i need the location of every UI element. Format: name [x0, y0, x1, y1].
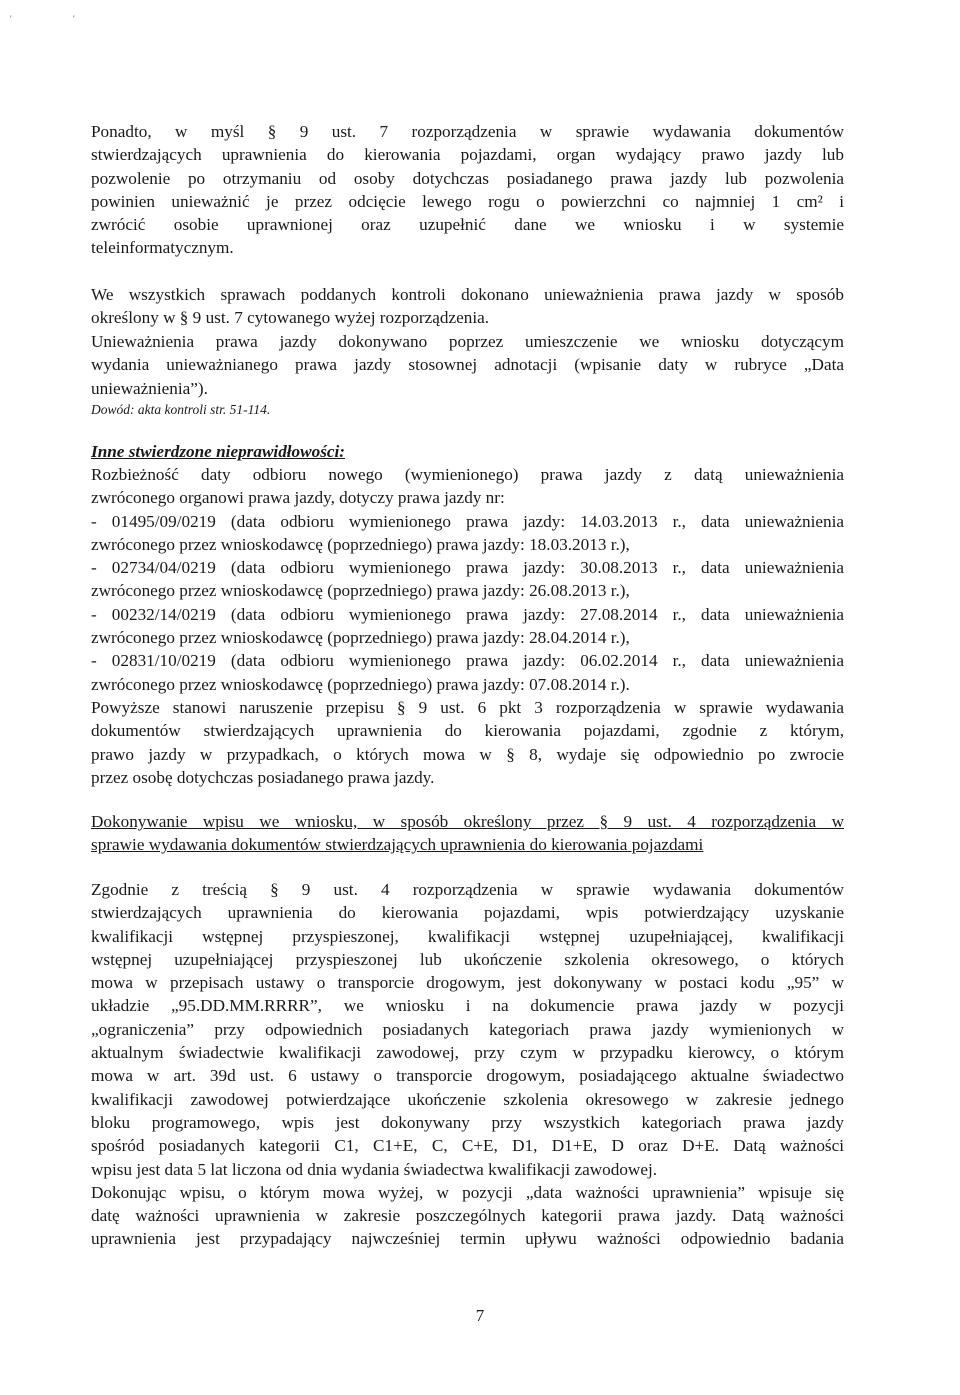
text-line: pozwolenie po otrzymaniu od osoby dotychczas posiadanego prawa jazdy lub pozwolenia: [91, 168, 844, 188]
list-item: - 02831/10/0219 (data odbioru wymienionego prawa jazdy: 06.02.2014 r., data unieważnienia: [91, 651, 844, 671]
paragraph-all-cases: [91, 283, 844, 330]
text-line: dokumentów stwierdzających uprawnienia do kierowania pojazdami, zgodnie z którym,: [91, 721, 844, 741]
text-line: zwróconego przez wnioskodawcę (poprzedniego) prawa jazdy: 07.08.2014 r.).: [91, 674, 630, 694]
section-heading: [91, 810, 844, 857]
text-line: mowa w przepisach ustawy o transporcie drogowym, jest dokonywany w postaci kodu „95” w: [91, 973, 844, 993]
text-line: układzie „95.DD.MM.RRRR”, we wniosku i na dokumencie prawa jazdy w pozycji: [91, 996, 844, 1016]
paragraph-code-95: [91, 878, 844, 1251]
text-line: zwróconego przez wnioskodawcę (poprzedniego) prawa jazdy: 18.03.2013 r.),: [91, 534, 630, 554]
text-line: stwierdzających uprawnienia do kierowania pojazdami, wpis potwierdzający uzyskanie: [91, 903, 844, 923]
evidence-note: Dowód: akta kontroli str. 51-114.: [91, 402, 271, 417]
text-line: Zgodnie z treścią § 9 ust. 4 rozporządzenia w sprawie wydawania dokumentów: [91, 880, 844, 899]
text-line: Dokonywanie wpisu we wniosku, w sposób określony przez § 9 ust. 4 rozporządzenia w: [91, 812, 844, 831]
text-line: zwróconego organowi prawa jazdy, dotyczy prawa jazdy nr:: [91, 488, 505, 508]
heading-other-irregularities: Inne stwierdzone nieprawidłowości:: [91, 442, 346, 461]
page-number: 7: [475, 1306, 485, 1325]
text-line: przez osobę dotychczas posiadanego prawa jazdy.: [91, 767, 435, 787]
text-line: Rozbieżność daty odbioru nowego (wymienionego) prawa jazdy z datą unieważnienia: [91, 465, 844, 484]
text-line: sprawie wydawania dokumentów stwierdzających uprawnienia do kierowania pojazdami: [91, 835, 704, 855]
text-line: prawo jazdy w przypadkach, o których mowa w § 8, wydaje się odpowiednio po zwrocie: [91, 744, 844, 764]
text-line: uprawnienia jest przypadający najwcześniej termin upływu ważności odpowiednio badania: [91, 1229, 844, 1249]
text-line: Dokonując wpisu, o którym mowa wyżej, w pozycji „data ważności uprawnienia” wpisuje się: [91, 1182, 844, 1202]
text-line: określony w § 9 ust. 7 cytowanego wyżej rozporządzenia.: [91, 308, 490, 328]
text-line: powinien unieważnić je przez odcięcie lewego rogu o powierzchni co najmniej 1 cm² i: [91, 191, 844, 211]
scan-mark: ': [10, 14, 12, 24]
text-line: zwrócić osobie uprawnionej oraz uzupełnić dane we wniosku i w systemie: [91, 215, 844, 235]
text-line: stwierdzających uprawnienia do kierowania pojazdami, organ wydający prawo jazdy lub: [91, 145, 844, 165]
text-line: „ograniczenia” przy odpowiednich posiadanych kategoriach prawa jazdy wymienionych w: [91, 1019, 844, 1039]
paragraph-annotation-method: [91, 330, 844, 400]
text-line: zwróconego przez wnioskodawcę (poprzedniego) prawa jazdy: 26.08.2013 r.),: [91, 581, 630, 601]
text-line: We wszystkich sprawach poddanych kontroli dokonano unieważnienia prawa jazdy w sposób: [91, 285, 844, 304]
text-line: Powyższe stanowi naruszenie przepisu § 9 ust. 6 pkt 3 rozporządzenia w sprawie wydawania: [91, 697, 844, 717]
list-item: - 01495/09/0219 (data odbioru wymienionego prawa jazdy: 14.03.2013 r., data unieważnienia: [91, 511, 844, 531]
text-line: kwalifikacji zawodowej potwierdzające ukończenie szkolenia okresowego w zakresie jednego: [91, 1089, 844, 1109]
text-line: wpisu jest data 5 lat liczona od dnia wydania świadectwa kwalifikacji zawodowej.: [91, 1159, 658, 1179]
text-line: bloku programowego, wpis jest dokonywany przy wszystkich kategoriach prawa jazdy: [91, 1112, 844, 1132]
text-line: aktualnym świadectwie kwalifikacji zawodowej, przy czym w przypadku kierowcy, o którym: [91, 1043, 844, 1063]
scan-mark: ': [73, 14, 75, 24]
text-line: kwalifikacji wstępnej przyspieszonej, kwalifikacji wstępnej uzupełniającej, kwalifikacji: [91, 926, 844, 946]
text-line: datę ważności uprawnienia w zakresie poszczególnych kategorii prawa jazdy. Datą ważności: [91, 1206, 844, 1226]
text-line: wstępnej uzupełniającej przyspieszonej lub ukończenie szkolenia okresowego, o których: [91, 949, 844, 969]
text-line: teleinformatycznym.: [91, 238, 234, 258]
text-line: unieważnienia”).: [91, 378, 208, 398]
text-line: spośród posiadanych kategorii C1, C1+E, C, C+E, D1, D1+E, D oraz D+E. Datą ważności: [91, 1136, 844, 1156]
text-line: Unieważnienia prawa jazdy dokonywano poprzez umieszczenie we wniosku dotyczącym: [91, 332, 844, 351]
list-item: - 00232/14/0219 (data odbioru wymienionego prawa jazdy: 27.08.2014 r., data unieważnienia: [91, 604, 844, 624]
text-line: mowa w art. 39d ust. 6 ustawy o transporcie drogowym, posiadającego aktualne świadectwo: [91, 1066, 844, 1086]
paragraph-revocation-rule: [91, 120, 844, 260]
text-line: zwróconego przez wnioskodawcę (poprzedniego) prawa jazdy: 28.04.2014 r.),: [91, 628, 630, 648]
paragraph-date-discrepancy: [91, 463, 844, 789]
text-line: wydania unieważnianego prawa jazdy stosownej adnotacji (wpisanie daty w rubryce „Data: [91, 355, 844, 375]
text-line: Ponadto, w myśl § 9 ust. 7 rozporządzenia w sprawie wydawania dokumentów: [91, 122, 844, 141]
list-item: - 02734/04/0219 (data odbioru wymienionego prawa jazdy: 30.08.2013 r., data unieważnienia: [91, 558, 844, 578]
